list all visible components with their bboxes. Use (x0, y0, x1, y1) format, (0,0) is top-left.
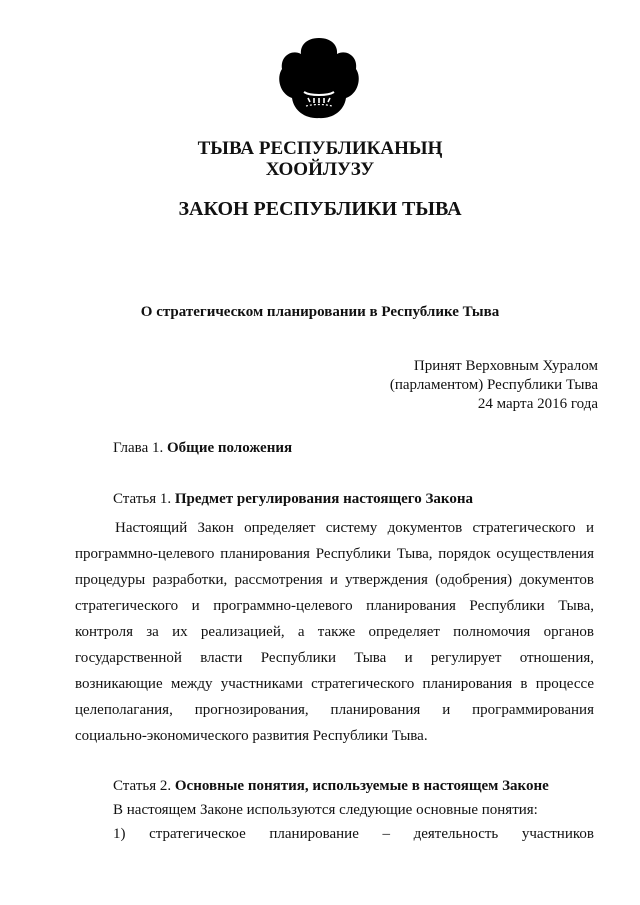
article2-title: Основные понятия, используемые в настоящем Законе (174, 778, 549, 794)
article2-prefix: Статья 2. (113, 778, 172, 794)
text-line: Настоящий Закон определяет систему документов стратегического и (115, 520, 594, 536)
list-item-number: 1) (113, 826, 126, 842)
text-line: процедуры разработки, рассмотрения и утверждения (одобрения) документов (75, 572, 594, 588)
article1-heading (113, 491, 473, 508)
article1-body (75, 515, 594, 749)
article2-heading (113, 778, 549, 795)
text-line: возникающие между участниками стратегического планирования в процессе (75, 676, 594, 692)
article1-title: Предмет регулирования настоящего Закона (174, 491, 473, 507)
law-subject: О стратегическом планировании в Республике Тыва (140, 304, 500, 320)
list-word: – (382, 826, 390, 842)
text-line: программно-целевого планирования Республики Тыва, порядок осуществления (75, 546, 594, 562)
list-word: планирование (269, 826, 359, 842)
russian-title: ЗАКОН РЕСПУБЛИКИ ТЫВА (178, 198, 462, 220)
chapter-heading (113, 440, 292, 457)
adoption-line1: Принят Верховным Хуралом (413, 358, 598, 374)
tuvan-title-line1: ТЫВА РЕСПУБЛИКАНЫҢ (197, 138, 443, 159)
list-word: деятельность (413, 826, 499, 842)
text-line: государственной власти Республики Тыва и регулирует отношения, (75, 650, 594, 666)
adoption-line2: (парламентом) Республики Тыва (389, 377, 598, 393)
tuvan-title-line2: ХООЙЛУЗУ (265, 159, 375, 180)
adoption-date: 24 марта 2016 года (477, 396, 598, 412)
list-word: стратегическое (149, 826, 246, 842)
text-line: целеполагания, прогнозирования, планирования и программирования (75, 702, 594, 718)
chapter-prefix: Глава 1. (113, 440, 164, 456)
article1-prefix: Статья 1. (113, 491, 172, 507)
adoption-note (390, 357, 598, 414)
emblem-icon (276, 36, 362, 120)
list-item (113, 826, 594, 843)
text-line: стратегического и программно-целевого планирования Республики Тыва, (75, 598, 594, 614)
text-line: социально-экономического развития Республики Тыва. (75, 728, 428, 744)
chapter-title: Общие положения (166, 440, 293, 456)
tuvan-title (0, 138, 640, 180)
article2-intro: В настоящем Законе используются следующие основные понятия: (113, 802, 538, 818)
list-word: участников (521, 826, 594, 842)
text-line: контроля за их реализацией, а также определяет полномочия органов (75, 624, 594, 640)
